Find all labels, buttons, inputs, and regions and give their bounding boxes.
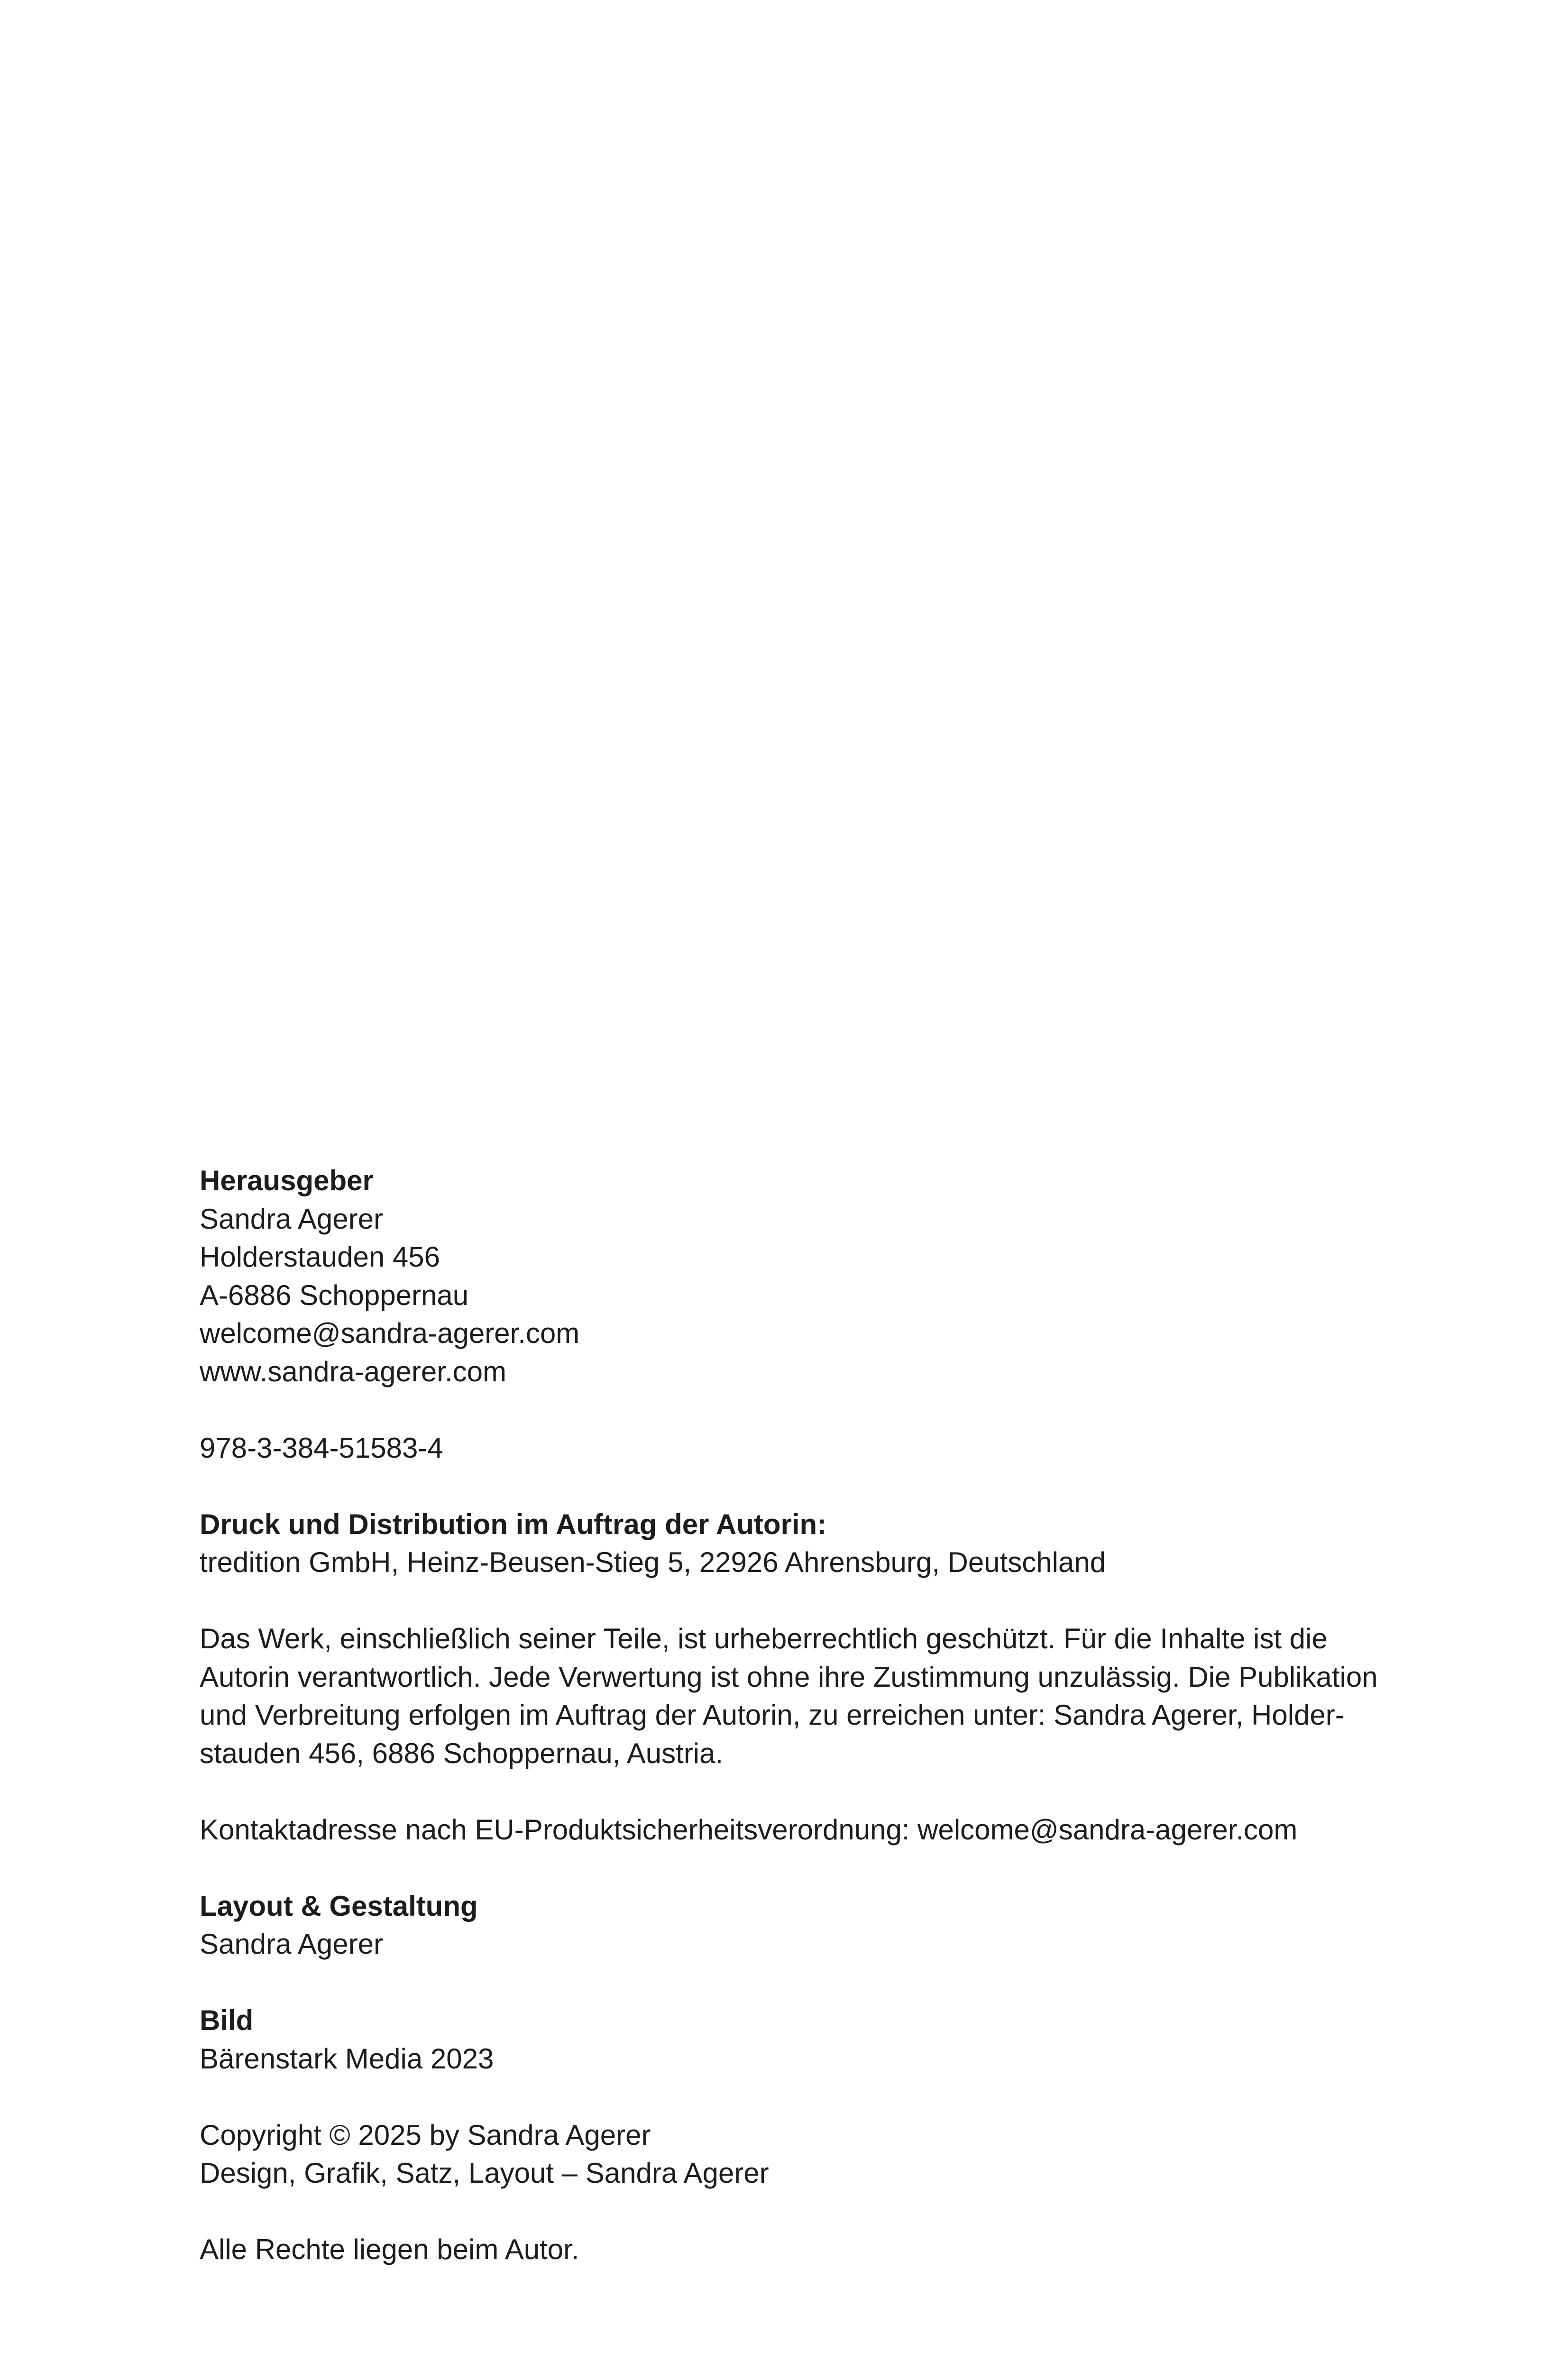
contact-text: Kontaktadresse nach EU-Produktsicherheitsverordnung: welcome@sandra-agerer.com bbox=[200, 1813, 1298, 1846]
rights-text: Alle Rechte liegen beim Autor. bbox=[200, 2233, 579, 2265]
copyright-notice-line: und Verbreitung erfolgen im Auftrag der Autorin, zu erreichen unter: Sandra Agerer, Holder- bbox=[200, 1699, 1345, 1731]
publisher-email: welcome@sandra-agerer.com bbox=[200, 1317, 580, 1349]
rights-block bbox=[200, 2231, 1423, 2269]
contact-block bbox=[200, 1811, 1423, 1849]
copyright-notice-line: Das Werk, einschließlich seiner Teile, ist urheberrechtlich geschützt. Für die Inhalte ist die bbox=[200, 1623, 1328, 1654]
image-credit-text: Bärenstark Media 2023 bbox=[200, 2042, 494, 2075]
image-credit-block bbox=[200, 2002, 1423, 2078]
layout-name: Sandra Agerer bbox=[200, 1928, 383, 1960]
publisher-city: A-6886 Schoppernau bbox=[200, 1279, 469, 1311]
publisher-block bbox=[200, 1162, 1423, 1391]
publisher-heading: Herausgeber bbox=[200, 1165, 374, 1196]
distribution-text: tredition GmbH, Heinz-Beusen-Stieg 5, 22926 Ahrensburg, Deutschland bbox=[200, 1546, 1106, 1578]
layout-block bbox=[200, 1887, 1423, 1964]
distribution-block bbox=[200, 1506, 1423, 1582]
copyright-notice-line: Autorin verantwortlich. Jede Verwertung ist ohne ihre Zustimmung unzulässig. Die Publikation bbox=[200, 1661, 1378, 1693]
copyright-notice-block bbox=[200, 1620, 1423, 1773]
imprint-page bbox=[200, 1162, 1423, 2269]
isbn-block bbox=[200, 1429, 1423, 1468]
isbn-number: 978-3-384-51583-4 bbox=[200, 1432, 443, 1464]
copyright-notice-line: stauden 456, 6886 Schoppernau, Austria. bbox=[200, 1737, 724, 1769]
publisher-street: Holderstauden 456 bbox=[200, 1241, 440, 1273]
image-credit-heading: Bild bbox=[200, 2004, 254, 2036]
publisher-website: www.sandra-agerer.com bbox=[200, 1355, 506, 1388]
publisher-name: Sandra Agerer bbox=[200, 1203, 383, 1235]
layout-heading: Layout & Gestaltung bbox=[200, 1890, 478, 1922]
design-credit-line: Design, Grafik, Satz, Layout – Sandra Agerer bbox=[200, 2157, 769, 2189]
copyright-block bbox=[200, 2116, 1423, 2193]
distribution-heading: Druck und Distribution im Auftrag der Autorin: bbox=[200, 1508, 827, 1540]
copyright-line: Copyright © 2025 by Sandra Agerer bbox=[200, 2119, 651, 2151]
